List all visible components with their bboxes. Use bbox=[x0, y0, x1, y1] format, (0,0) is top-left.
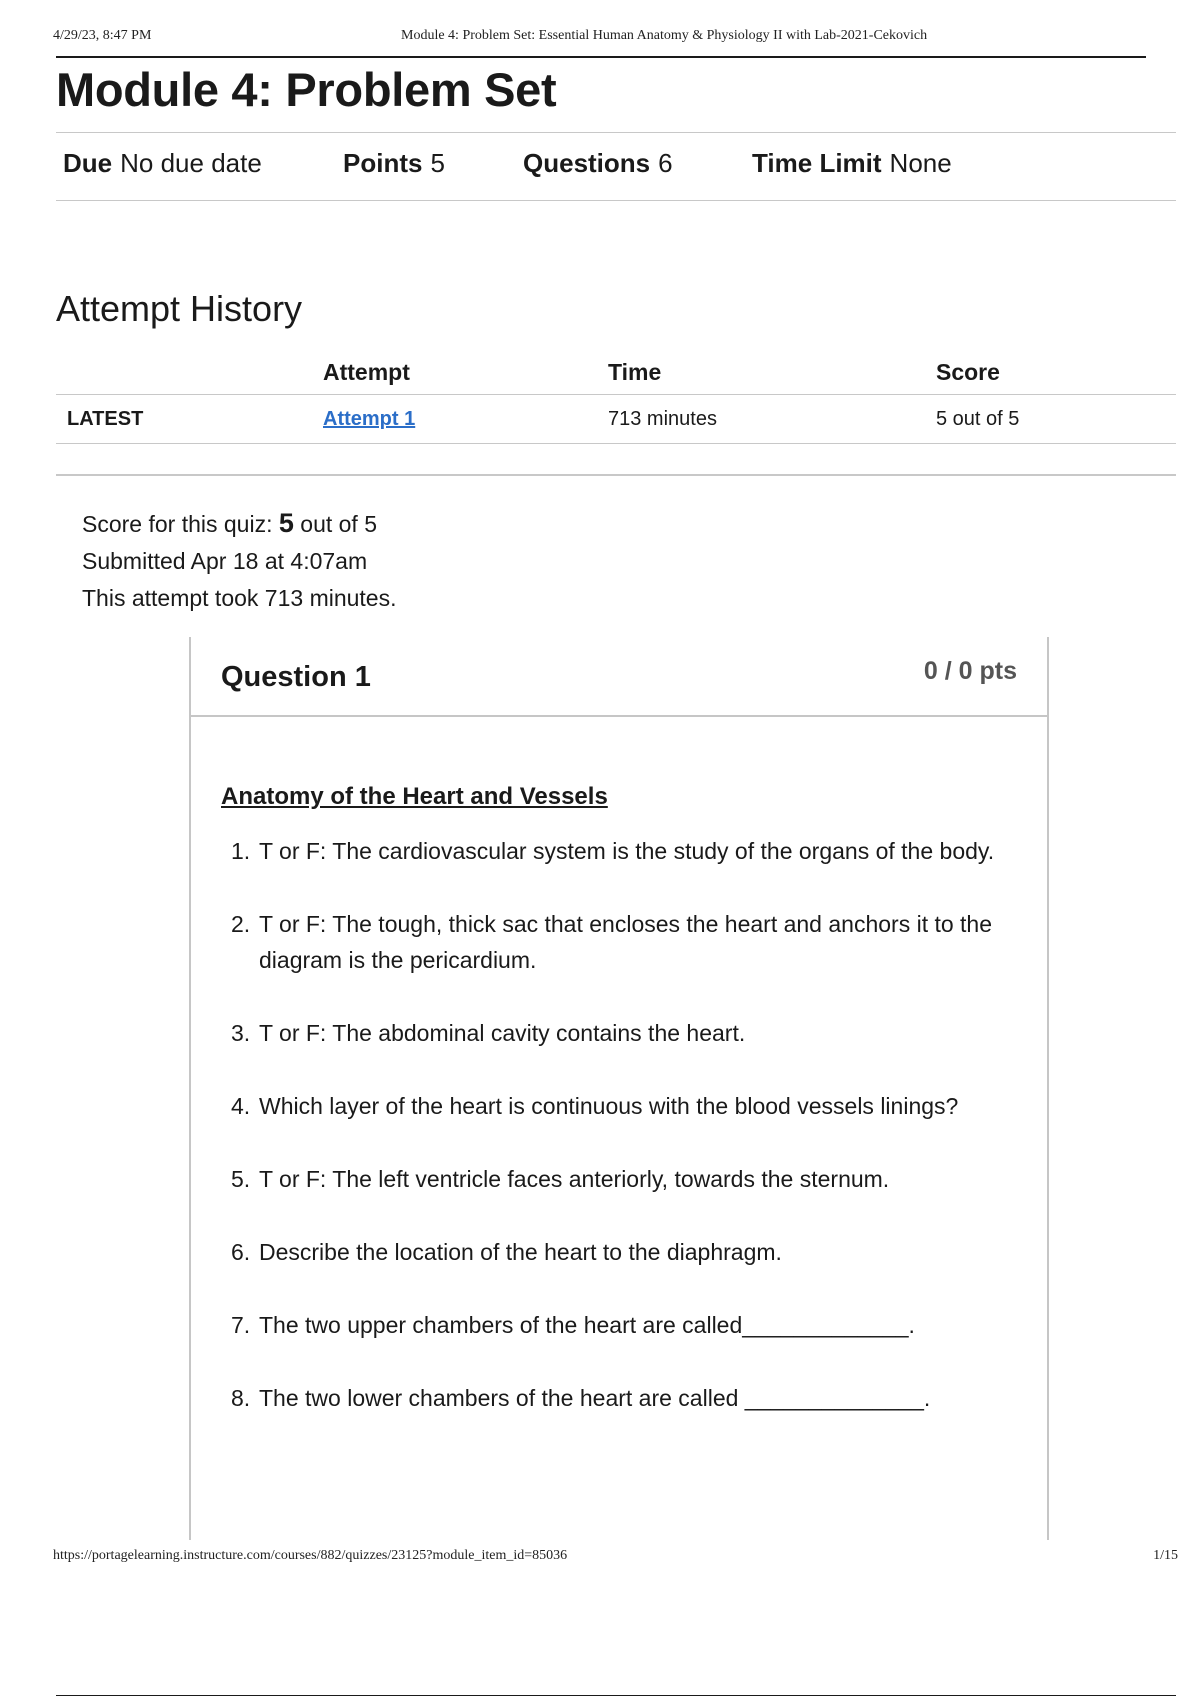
list-item bbox=[231, 833, 1001, 869]
meta-questions bbox=[523, 148, 673, 179]
question-header bbox=[191, 637, 1047, 717]
attempt-history-title: Attempt History bbox=[56, 288, 303, 329]
meta-bottom-rule bbox=[56, 200, 1176, 201]
list-item bbox=[231, 1234, 1001, 1270]
item-number: 1. bbox=[231, 838, 251, 864]
meta-due-label: Due bbox=[63, 148, 113, 178]
item-text: Which layer of the heart is continuous with the blood vessels linings? bbox=[259, 1093, 959, 1119]
item-number: 7. bbox=[231, 1312, 251, 1338]
column-header-tag bbox=[56, 350, 323, 395]
print-page-number: 1/15 bbox=[1153, 1548, 1178, 1563]
duration-line: This attempt took 713 minutes. bbox=[82, 585, 397, 611]
score-prefix: Score for this quiz: bbox=[82, 511, 273, 537]
attempt-cell bbox=[323, 395, 608, 444]
section-divider bbox=[56, 474, 1176, 476]
item-number: 2. bbox=[231, 911, 251, 937]
column-header-time: Time bbox=[608, 350, 936, 395]
item-text: T or F: The tough, thick sac that encloses the heart and anchors it to the diagram is the pericardium. bbox=[259, 911, 993, 973]
attempt-history-table bbox=[56, 350, 1176, 444]
page-title: Module 4: Problem Set bbox=[56, 63, 557, 116]
question-card bbox=[189, 637, 1049, 1540]
header-divider bbox=[56, 56, 1146, 58]
question-title: Question 1 bbox=[221, 661, 371, 693]
score-line bbox=[82, 505, 397, 543]
question-points: 0 / 0 pts bbox=[923, 657, 1017, 685]
item-number: 6. bbox=[231, 1239, 251, 1265]
item-text: Describe the location of the heart to the diaphragm. bbox=[259, 1239, 782, 1265]
column-header-score: Score bbox=[936, 350, 1176, 395]
item-text: The two upper chambers of the heart are called_____________. bbox=[259, 1312, 915, 1338]
score-value: 5 bbox=[278, 508, 294, 538]
meta-due bbox=[63, 148, 262, 179]
latest-badge: LATEST bbox=[56, 395, 323, 444]
item-text: The two lower chambers of the heart are called ______________. bbox=[259, 1385, 931, 1411]
list-item bbox=[231, 1161, 1001, 1197]
submitted-line: Submitted Apr 18 at 4:07am bbox=[82, 548, 368, 574]
list-item bbox=[231, 906, 1001, 978]
score-suffix: out of 5 bbox=[300, 511, 378, 537]
meta-time-limit bbox=[752, 148, 952, 179]
meta-due-value: No due date bbox=[120, 148, 262, 178]
item-text: T or F: The cardiovascular system is the study of the organs of the body. bbox=[259, 838, 995, 864]
item-text: T or F: The abdominal cavity contains the heart. bbox=[259, 1020, 746, 1046]
attempt-time: 713 minutes bbox=[608, 395, 936, 444]
quiz-summary bbox=[82, 505, 397, 617]
item-number: 8. bbox=[231, 1385, 251, 1411]
footer-divider bbox=[56, 1695, 1176, 1696]
attempt-link[interactable]: Attempt 1 bbox=[323, 407, 416, 430]
item-number: 3. bbox=[231, 1020, 251, 1046]
list-item bbox=[231, 1380, 1001, 1416]
question-subject: Anatomy of the Heart and Vessels bbox=[221, 783, 608, 810]
item-number: 5. bbox=[231, 1166, 251, 1192]
print-date: 4/29/23, 8:47 PM bbox=[53, 28, 152, 43]
list-item bbox=[231, 1088, 1001, 1124]
meta-top-rule bbox=[56, 132, 1176, 133]
question-list bbox=[231, 833, 1001, 1453]
meta-time-limit-label: Time Limit bbox=[752, 148, 882, 178]
meta-time-limit-value: None bbox=[889, 148, 952, 178]
item-text: T or F: The left ventricle faces anteriorly, towards the sternum. bbox=[259, 1166, 890, 1192]
meta-questions-value: 6 bbox=[658, 148, 673, 178]
table-row bbox=[56, 395, 1176, 444]
list-item bbox=[231, 1307, 1001, 1343]
attempt-score: 5 out of 5 bbox=[936, 395, 1176, 444]
print-doc-title: Module 4: Problem Set: Essential Human Anatomy & Physiology II with Lab-2021-Cekovich bbox=[401, 28, 928, 43]
meta-points bbox=[343, 148, 445, 179]
meta-points-value: 5 bbox=[430, 148, 445, 178]
meta-questions-label: Questions bbox=[523, 148, 651, 178]
list-item bbox=[231, 1015, 1001, 1051]
item-number: 4. bbox=[231, 1093, 251, 1119]
print-url: https://portagelearning.instructure.com/courses/882/quizzes/23125?module_item_id=85036 bbox=[53, 1548, 568, 1563]
table-header-row bbox=[56, 350, 1176, 395]
meta-points-label: Points bbox=[343, 148, 423, 178]
column-header-attempt: Attempt bbox=[323, 350, 608, 395]
